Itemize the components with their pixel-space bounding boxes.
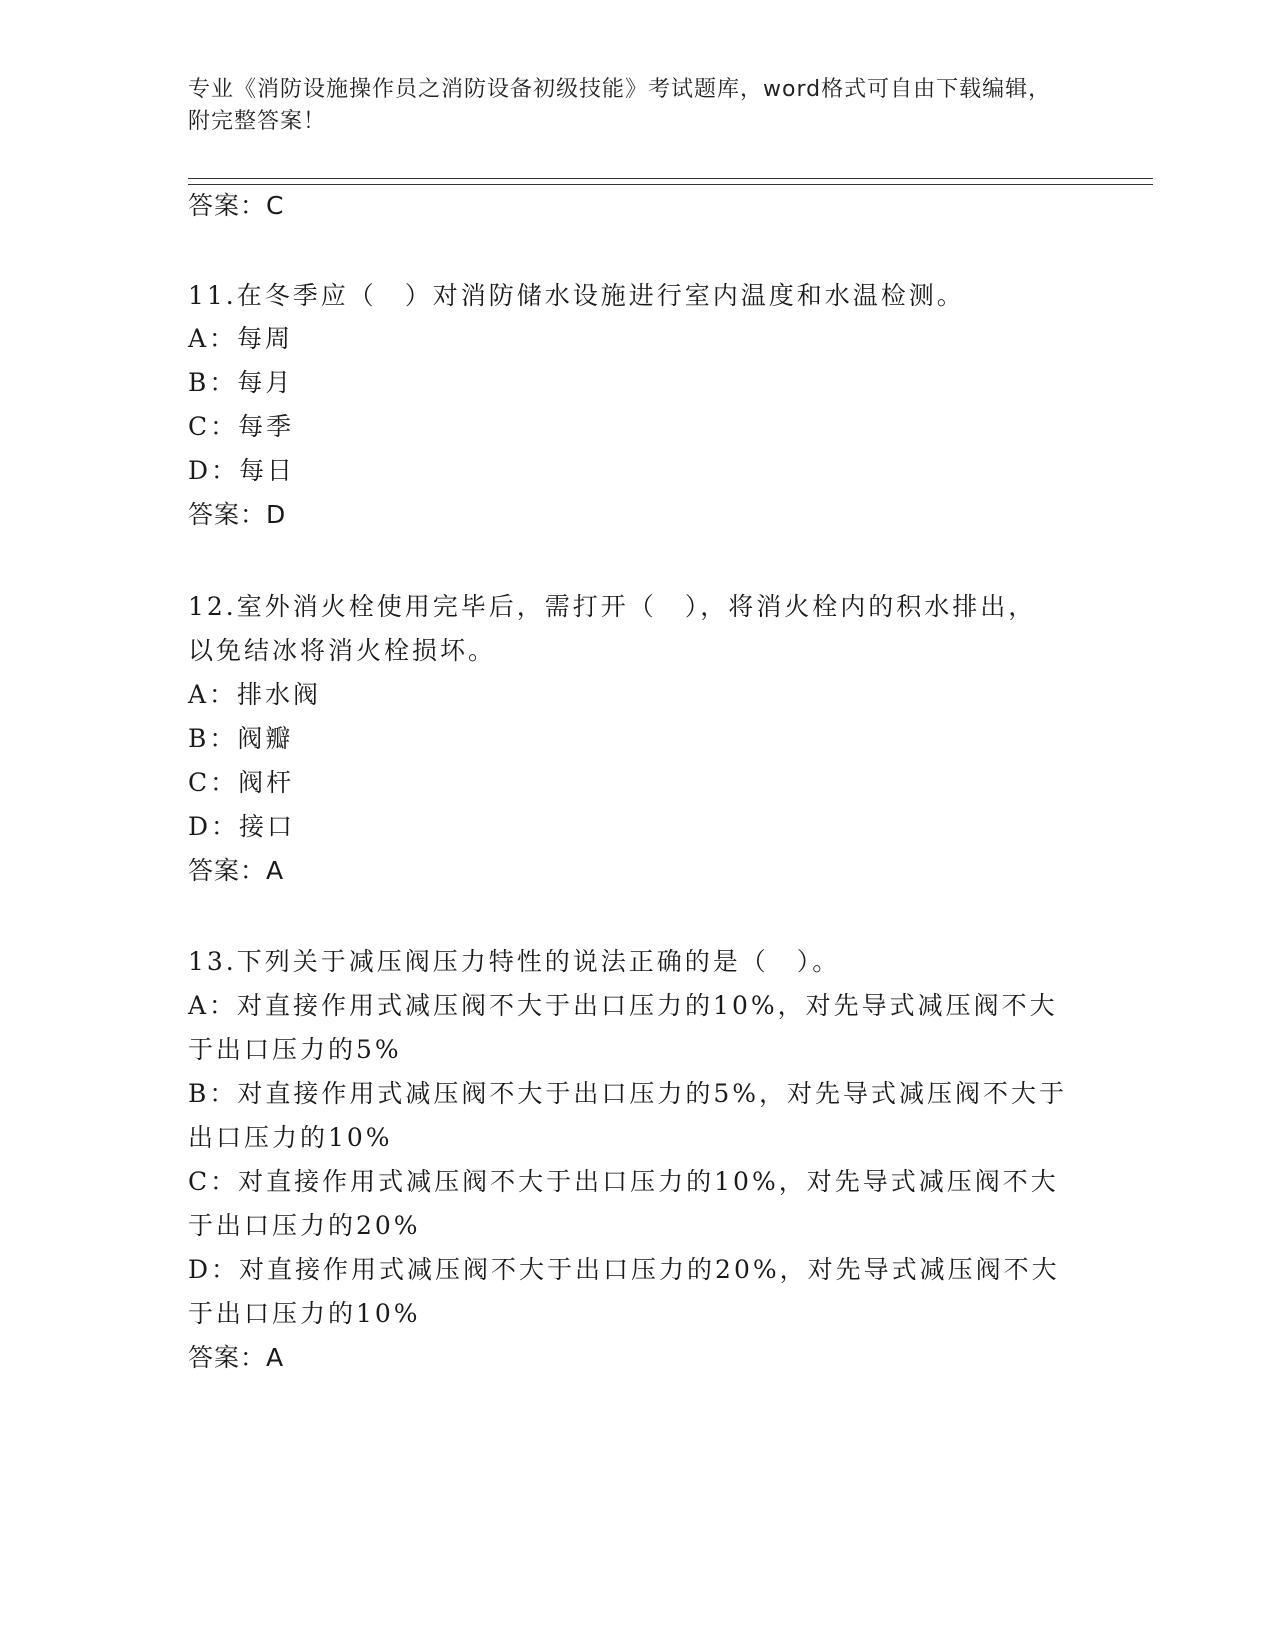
question-13-option-d-line-2: 于出口压力的10% [188, 1299, 421, 1328]
question-12-option-c: C：阀杆 [188, 768, 295, 797]
question-12-stem-line-2: 以免结冰将消火栓损坏。 [188, 636, 497, 665]
question-13-option-a-line-1: A：对直接作用式减压阀不大于出口压力的10%，对先导式减压阀不大 [188, 991, 1058, 1020]
question-11-option-a: A：每周 [188, 324, 294, 353]
question-12-stem-line-1: 12.室外消火栓使用完毕后，需打开（ ），将消火栓内的积水排出， [188, 592, 1037, 621]
question-13-option-c-line-2: 于出口压力的20% [188, 1211, 421, 1240]
question-12-option-b: B：阀瓣 [188, 724, 294, 753]
question-11-answer: 答案：D [188, 500, 287, 529]
question-11-stem: 11.在冬季应（ ）对消防储水设施进行室内温度和水温检测。 [188, 281, 965, 310]
header-divider-top [188, 178, 1153, 179]
question-11-option-c: C：每季 [188, 412, 295, 441]
question-13-option-b-line-1: B：对直接作用式减压阀不大于出口压力的5%，对先导式减压阀不大于 [188, 1079, 1068, 1108]
question-11-option-b: B：每月 [188, 368, 294, 397]
question-12-option-a: A：排水阀 [188, 680, 322, 709]
question-13-answer: 答案：A [188, 1343, 285, 1372]
question-13-option-c-line-1: C：对直接作用式减压阀不大于出口压力的10%，对先导式减压阀不大 [188, 1167, 1059, 1196]
question-13-option-a-line-2: 于出口压力的5% [188, 1035, 402, 1064]
question-13-stem: 13.下列关于减压阀压力特性的说法正确的是（ ）。 [188, 947, 841, 976]
question-12-answer: 答案：A [188, 856, 285, 885]
question-11-option-d: D：每日 [188, 456, 296, 485]
question-12-option-d: D：接口 [188, 812, 296, 841]
question-13-option-b-line-2: 出口压力的10% [188, 1123, 393, 1152]
question-13-option-d-line-1: D：对直接作用式减压阀不大于出口压力的20%，对先导式减压阀不大 [188, 1255, 1060, 1284]
page-header: 专业《消防设施操作员之消防设备初级技能》考试题库，word格式可自由下载编辑，附完整答案！ [188, 77, 1052, 134]
answer-previous: 答案：C [188, 191, 285, 220]
header-divider-bottom [188, 184, 1153, 185]
